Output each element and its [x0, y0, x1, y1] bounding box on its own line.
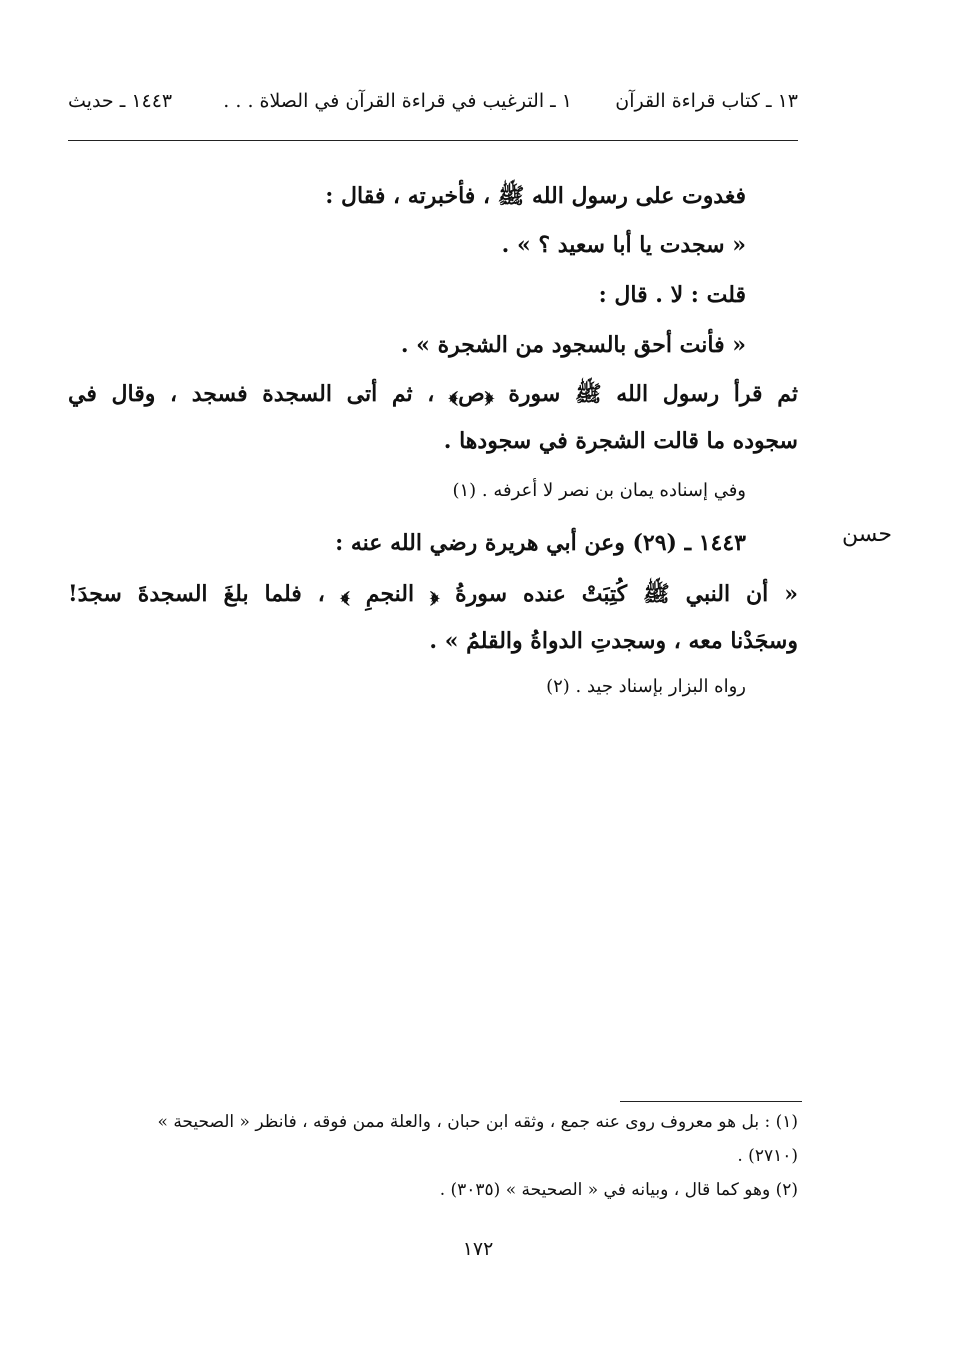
text-line: قلت : لا . قال :: [598, 282, 746, 308]
text-line: سجوده ما قالت الشجرة في سجودها .: [443, 428, 798, 454]
text-line: رواه البزار بإسناد جيد . (٢): [546, 676, 746, 697]
hadith-grade: حسن: [842, 522, 892, 547]
text-line: ثم قرأ رسول الله ﷺ سورة ﴿ص﴾ ، ثم أتى السجدة فسجد ، وقال في: [68, 381, 798, 407]
footnote-2: (٢) وهو كما قال ، وبيانه في « الصحيحة » (٣٠٣٥) .: [439, 1180, 798, 1200]
text-line: وفي إسناده يمان بن نصر لا أعرفه . (١): [452, 480, 746, 501]
page-number: ١٧٢: [462, 1238, 494, 1260]
header-hadith-range: ١٤٤٣ ـ حديث: [68, 90, 173, 112]
text-line: « فأنت أحق بالسجود من الشجرة » .: [400, 332, 746, 358]
main-text: [68, 0, 798, 1356]
footnote-1-line-1: (١) : بل هو معروف روى عنه جمع ، وثقه ابن حبان ، والعلة ممن فوقه ، فانظر « الصحيحة »: [157, 1112, 798, 1132]
text-line: وسجَدْنا معه ، وسجدتِ الدواةُ والقلمُ » .: [429, 628, 798, 654]
text-line: « سجدت يا أبا سعيد ؟ » .: [501, 232, 746, 258]
text-line: فغدوت على رسول الله ﷺ ، فأخبرته ، فقال :: [325, 183, 746, 209]
header-chapter: ١٣ ـ كتاب قراءة القرآن: [615, 90, 798, 112]
hadith-heading: ١٤٤٣ ـ (٢٩) وعن أبي هريرة رضي الله عنه :: [335, 530, 746, 556]
text-line: « أن النبي ﷺ كُتِبَتْ عنده سورةُ ﴿ النجمِ ﴾ ، فلما بلغَ السجدةَ سجدَ!: [68, 581, 798, 607]
footnote-divider: [620, 1101, 802, 1102]
footnote-1-line-2: (٢٧١٠) .: [737, 1146, 798, 1166]
header-section: ١ ـ الترغيب في قراءة القرآن في الصلاة . . .: [223, 90, 572, 112]
